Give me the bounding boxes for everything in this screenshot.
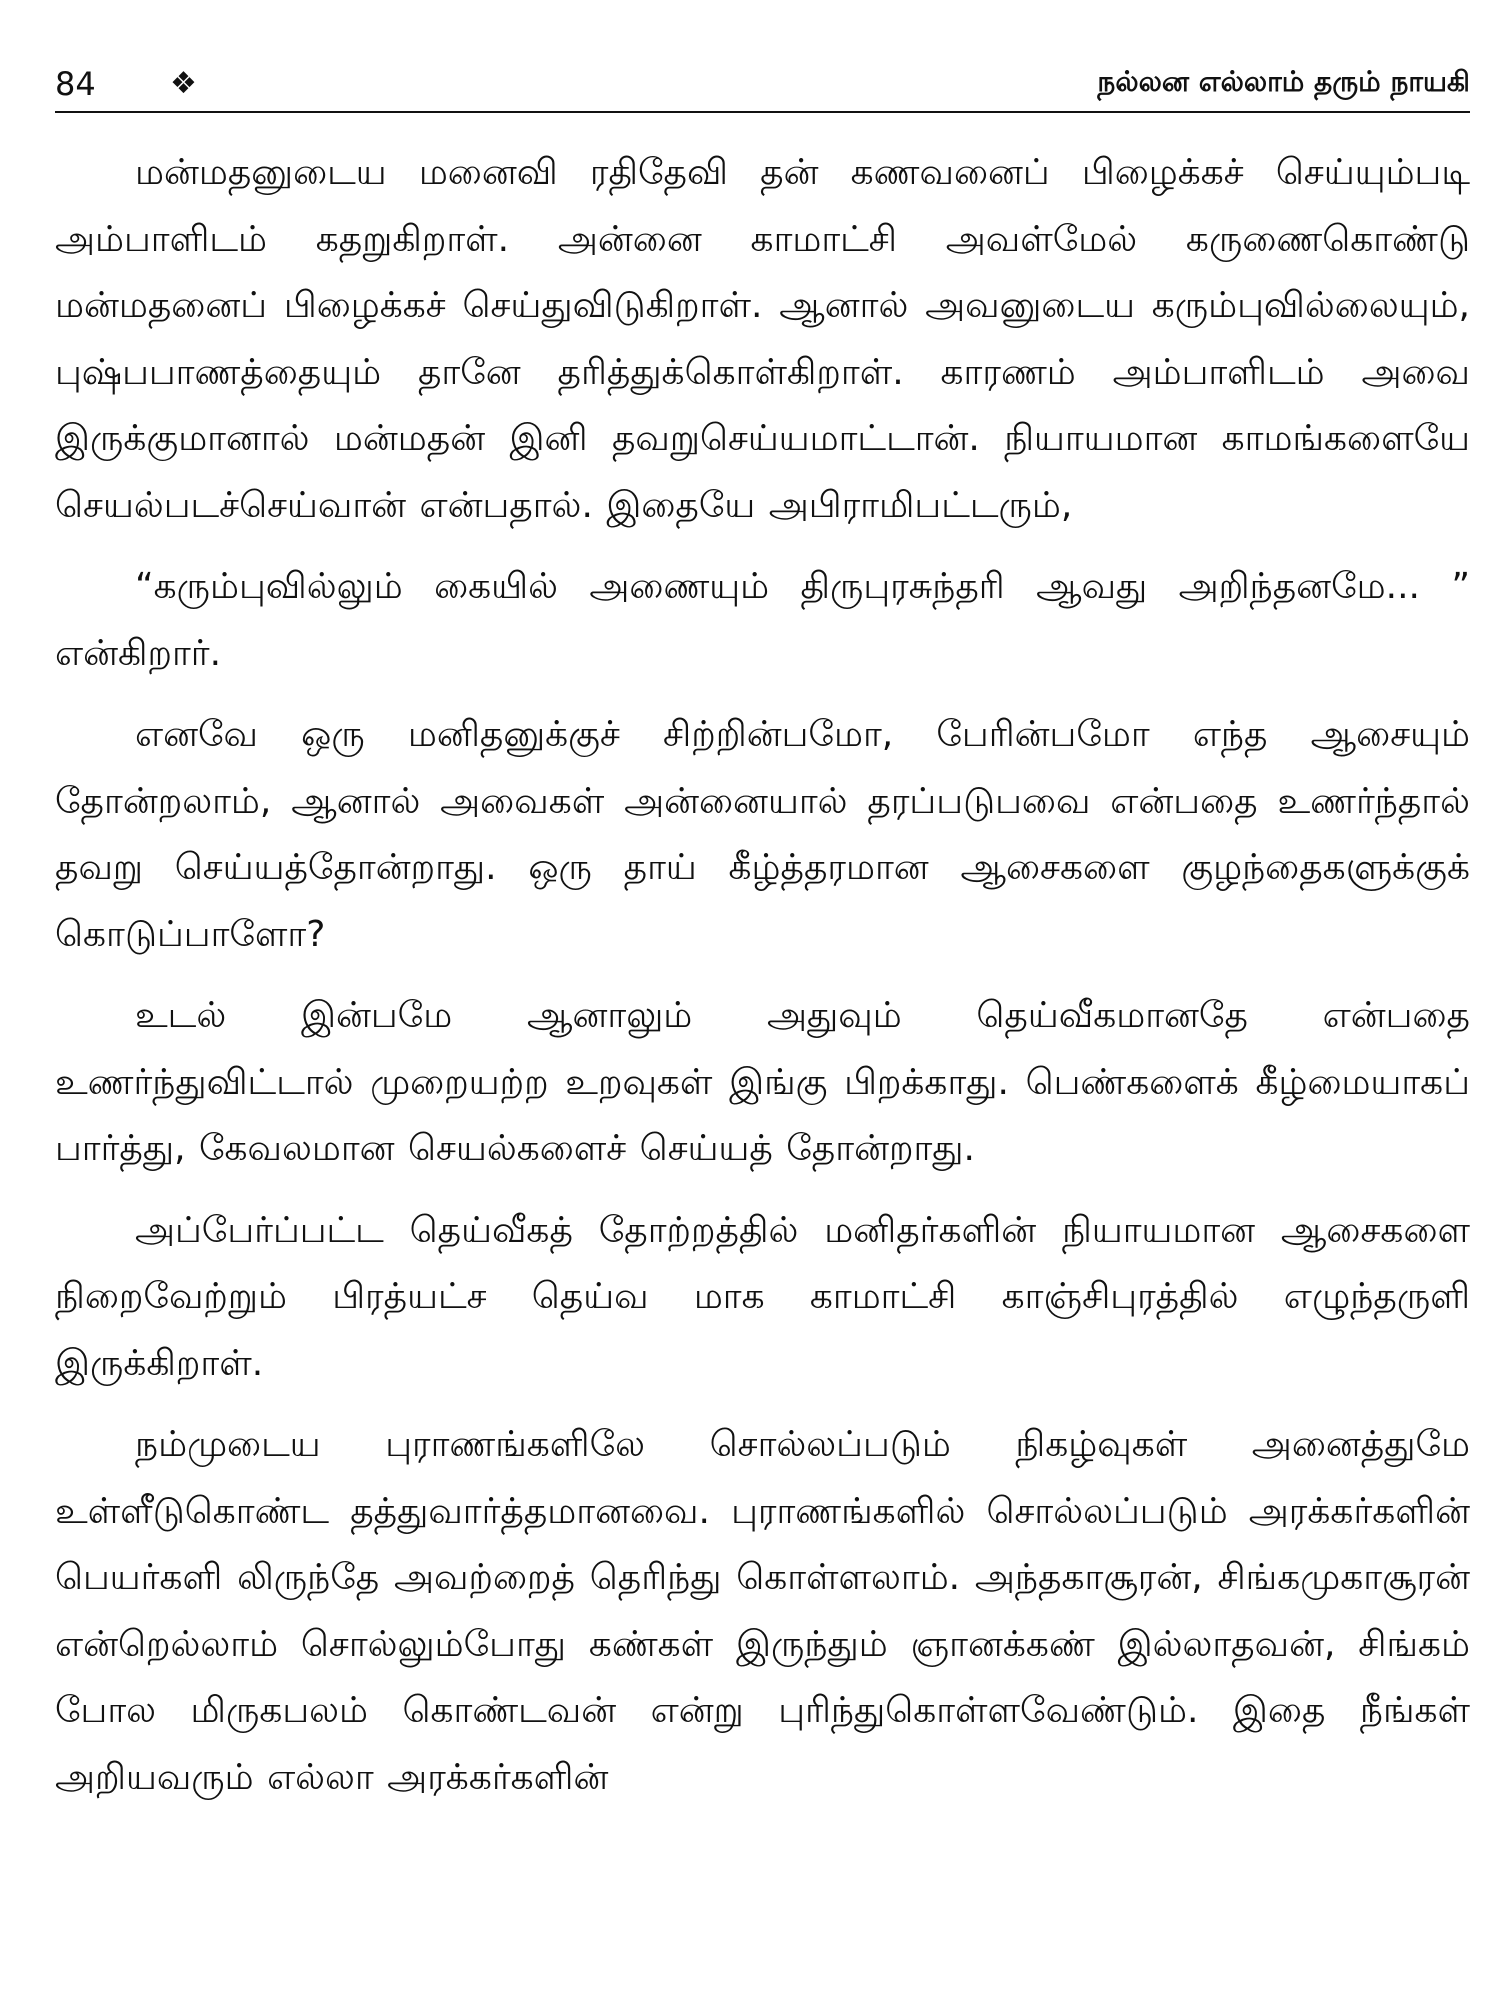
- ornament-icon: ❖: [170, 66, 197, 101]
- header-rule: [55, 111, 1470, 113]
- paragraph: எனவே ஒரு மனிதனுக்குச் சிற்றின்பமோ, பேரின்பமோ எந்த ஆசையும் தோன்றலாம், ஆனால் அவைகள் அன்னையால் தரப்படுபவை என்பதை உணர்ந்தால் தவறு செய்யத்தோன்றாது. ஒரு தாய் கீழ்த்தரமான ஆசைகளை குழந்தைகளுக்குக் கொடுப்பாளோ?: [55, 714, 1470, 955]
- body-text: [55, 140, 1470, 1811]
- paragraph: உடல் இன்பமே ஆனாலும் அதுவும் தெய்வீகமானதே என்பதை உணர்ந்துவிட்டால் முறையற்ற உறவுகள் இங்கு பிறக்காது. பெண்களைக் கீழ்மையாகப் பார்த்து, கேவலமான செயல்களைச் செய்யத் தோன்றாது.: [55, 995, 1470, 1169]
- paragraph: மன்மதனுடைய மனைவி ரதிதேவி தன் கணவனைப் பிழைக்கச் செய்யும்படி அம்பாளிடம் கதறுகிறாள். அன்னை காமாட்சி அவள்மேல் கருணைகொண்டு மன்மதனைப் பிழைக்கச் செய்துவிடுகிறாள். ஆனால் அவனுடைய கரும்புவில்லையும், புஷ்பபாணத்தையும் தானே தரித்துக்கொள்கிறாள். காரணம் அம்பாளிடம் அவை இருக்குமானால் மன்மதன் இனி தவறுசெய்யமாட்டான். நியாயமான காமங்களையே செயல்படச்செய்வான் என்பதால். இதையே அபிராமிபட்டரும்,: [55, 152, 1470, 526]
- page-header: [55, 56, 1470, 108]
- paragraph: அப்பேர்ப்பட்ட தெய்வீகத் தோற்றத்தில் மனிதர்களின் நியாயமான ஆசைகளை நிறைவேற்றும் பிரத்யட்ச தெய்வ மாக காமாட்சி காஞ்சிபுரத்தில் எழுந்தருளி இருக்கிறாள்.: [55, 1209, 1470, 1384]
- paragraph: நம்முடைய புராணங்களிலே சொல்லப்படும் நிகழ்வுகள் அனைத்துமே உள்ளீடுகொண்ட தத்துவார்த்தமானவை. புராணங்களில் சொல்லப்படும் அரக்கர்களின் பெயர்களி லிருந்தே அவற்றைத் தெரிந்து கொள்ளலாம். அந்தகாசூரன், சிங்கமுகாசூரன் என்றெல்லாம் சொல்லும்போது கண்கள் இருந்தும் ஞானக்கண் இல்லாதவன், சிங்கம் போல மிருகபலம் கொண்டவன் என்று புரிந்துகொள்ளவேண்டும். இதை நீங்கள் அறியவரும் எல்லா அரக்கர்களின்: [55, 1424, 1470, 1798]
- page-number: 84: [55, 65, 96, 103]
- quote-paragraph: “கரும்புவில்லும் கையில் அணையும் திருபுரசுந்தரி ஆவது அறிந்தனமே... ” என்கிறார்.: [55, 566, 1470, 674]
- running-title: நல்லன எல்லாம் தரும் நாயகி: [1097, 65, 1470, 98]
